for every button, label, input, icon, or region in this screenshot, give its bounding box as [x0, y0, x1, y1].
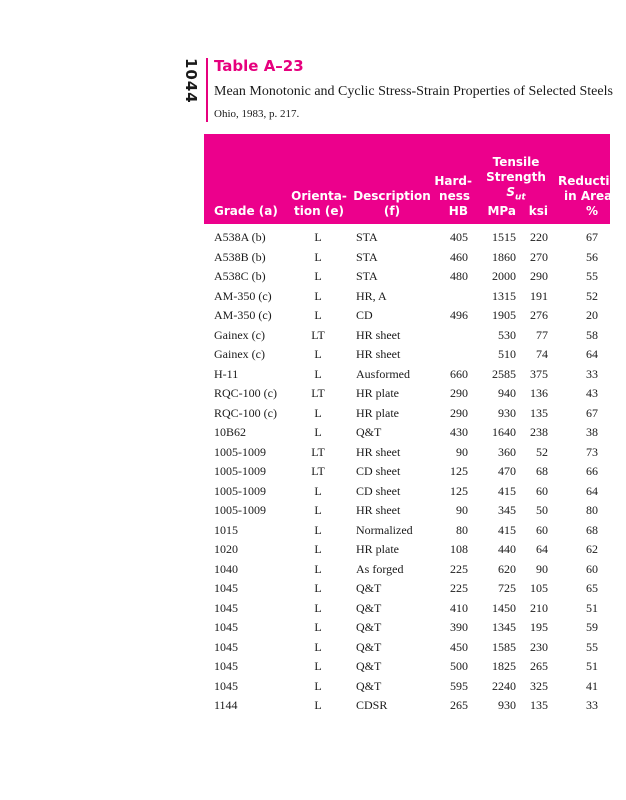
orientation-cell: L [314, 620, 322, 634]
table-row [204, 267, 610, 287]
hardness-cell: 265 [450, 698, 468, 712]
table-row [204, 287, 610, 307]
description-cell: CD sheet [356, 464, 401, 478]
reduction-cell: 43 [586, 386, 598, 400]
description-cell: Q&T [356, 600, 382, 615]
tensile-mpa-cell: 1345 [492, 620, 516, 634]
reduction-cell: 80 [586, 503, 598, 517]
orientation-cell: L [314, 678, 322, 693]
grade-cell: 1005-1009 [214, 444, 266, 459]
tensile-ksi-cell: 135 [530, 698, 548, 712]
tensile-mpa-cell: 415 [498, 522, 516, 537]
reduction-cell: 67 [586, 230, 598, 244]
reduction-cell: 38 [586, 425, 598, 439]
tensile-ksi-cell: 136 [530, 386, 548, 400]
reduction-cell: 56 [586, 249, 598, 264]
header-hardness-line2: ness [439, 189, 470, 203]
description-cell: HR, A [356, 288, 387, 303]
tensile-ksi-cell: 375 [530, 366, 548, 381]
description-cell: Q&T [356, 620, 382, 634]
tensile-ksi-cell: 230 [530, 639, 548, 654]
table-row [204, 365, 610, 385]
table-row [204, 696, 610, 716]
orientation-cell: L [314, 405, 322, 420]
hardness-cell: 80 [456, 522, 468, 537]
orientation-cell: LT [311, 386, 325, 400]
orientation-cell: L [314, 425, 322, 439]
reduction-cell: 55 [586, 269, 598, 283]
tensile-ksi-cell: 90 [536, 561, 548, 576]
table-row [204, 501, 610, 521]
hardness-cell: 410 [450, 600, 468, 615]
tensile-mpa-cell: 530 [498, 327, 516, 342]
orientation-cell: L [314, 308, 322, 322]
grade-cell: 1045 [214, 639, 238, 654]
header-hardness-line3: HB [448, 204, 468, 218]
table-row [204, 404, 610, 424]
reduction-cell: 52 [586, 288, 598, 303]
grade-cell: A538B (b) [214, 249, 266, 264]
description-cell: Normalized [356, 522, 413, 537]
hardness-cell: 108 [450, 542, 468, 556]
description-cell: Q&T [356, 639, 382, 654]
reduction-cell: 65 [586, 581, 598, 595]
tensile-mpa-cell: 360 [498, 444, 516, 459]
reduction-cell: 67 [586, 405, 598, 420]
tensile-mpa-cell: 1640 [492, 425, 516, 439]
description-cell: STA [356, 249, 378, 264]
table-row [204, 677, 610, 697]
tensile-ksi-cell: 191 [530, 288, 548, 303]
table-row [204, 423, 610, 443]
table-row [204, 228, 610, 248]
hardness-cell: 496 [450, 308, 468, 322]
table-row [204, 638, 610, 658]
table-row [204, 384, 610, 404]
description-cell: STA [356, 269, 378, 283]
hardness-cell: 390 [450, 620, 468, 634]
reduction-cell: 68 [586, 522, 598, 537]
reduction-cell: 20 [586, 308, 598, 322]
tensile-mpa-cell: 345 [498, 503, 516, 517]
tensile-mpa-cell: 940 [498, 386, 516, 400]
description-cell: HR sheet [356, 347, 401, 361]
tensile-ksi-cell: 265 [530, 659, 548, 673]
orientation-cell: L [314, 698, 322, 712]
grade-cell: 1005-1009 [214, 483, 266, 498]
table-row [204, 657, 610, 677]
grade-cell: 10B62 [214, 425, 247, 439]
orientation-cell: L [314, 522, 322, 537]
tensile-ksi-cell: 52 [536, 444, 548, 459]
reduction-cell: 66 [586, 464, 598, 478]
hardness-cell: 125 [450, 464, 468, 478]
tensile-ksi-cell: 325 [530, 678, 548, 693]
table-title: Table A–23 [214, 57, 304, 75]
orientation-cell: L [314, 483, 322, 498]
reduction-cell: 64 [586, 483, 598, 498]
orientation-cell: L [314, 288, 322, 303]
description-cell: HR sheet [356, 503, 401, 517]
tensile-mpa-cell: 510 [498, 347, 516, 361]
reduction-cell: 51 [586, 659, 598, 673]
hardness-cell: 480 [450, 269, 468, 283]
description-cell: Q&T [356, 425, 382, 439]
header-tensile-ksi: ksi [528, 204, 548, 218]
grade-cell: RQC-100 (c) [214, 405, 277, 420]
table-row [204, 618, 610, 638]
description-cell: CD [356, 308, 373, 322]
tensile-ksi-cell: 77 [536, 327, 548, 342]
reduction-cell: 64 [586, 347, 598, 361]
hardness-cell: 430 [450, 425, 468, 439]
table-row [204, 345, 610, 365]
grade-cell: AM-350 (c) [214, 308, 272, 322]
tensile-ksi-cell: 195 [530, 620, 548, 634]
tensile-mpa-cell: 1315 [492, 288, 516, 303]
table-row [204, 540, 610, 560]
description-cell: HR plate [356, 542, 399, 556]
tensile-ksi-cell: 276 [530, 308, 548, 322]
reduction-cell: 51 [586, 600, 598, 615]
table-row [204, 579, 610, 599]
header-description-line1: Description [353, 189, 431, 203]
tensile-mpa-cell: 470 [498, 464, 516, 478]
table-row [204, 521, 610, 541]
header-hardness-line1: Hard- [434, 174, 472, 188]
tensile-ksi-cell: 74 [536, 347, 548, 361]
table-body [204, 228, 610, 748]
header-reduction-line3: % [585, 204, 598, 218]
table-row [204, 599, 610, 619]
hardness-cell: 595 [450, 678, 468, 693]
tensile-ksi-cell: 60 [536, 522, 548, 537]
grade-cell: 1005-1009 [214, 464, 266, 478]
table-row [204, 326, 610, 346]
tensile-mpa-cell: 415 [498, 483, 516, 498]
table-row [204, 248, 610, 268]
hardness-cell: 290 [450, 405, 468, 420]
tensile-mpa-cell: 1825 [492, 659, 516, 673]
header-grade: Grade (a) [214, 204, 278, 218]
orientation-cell: L [314, 503, 322, 517]
tensile-mpa-cell: 930 [498, 405, 516, 420]
table-row [204, 306, 610, 326]
header-description-line2: (f) [383, 204, 401, 218]
orientation-cell: L [314, 230, 322, 244]
header-reduction-line2: in Area [564, 189, 613, 203]
header-tensile-line2: Strength [486, 170, 546, 184]
tensile-ksi-cell: 60 [536, 483, 548, 498]
tensile-ksi-cell: 220 [530, 230, 548, 244]
header-tensile-line1: Tensile [492, 155, 540, 169]
grade-cell: Gainex (c) [214, 347, 265, 361]
grade-cell: 1040 [214, 561, 238, 576]
tensile-mpa-cell: 1860 [492, 249, 516, 264]
tensile-ksi-cell: 290 [530, 269, 548, 283]
description-cell: HR plate [356, 386, 399, 400]
grade-cell: 1045 [214, 620, 238, 634]
reduction-cell: 33 [586, 366, 598, 381]
description-cell: As forged [356, 561, 404, 576]
hardness-cell: 225 [450, 581, 468, 595]
tensile-ksi-cell: 210 [530, 600, 548, 615]
hardness-cell: 90 [456, 503, 468, 517]
tensile-mpa-cell: 440 [498, 542, 516, 556]
tensile-mpa-cell: 1450 [492, 600, 516, 615]
tensile-ksi-cell: 238 [530, 425, 548, 439]
description-cell: CD sheet [356, 483, 401, 498]
orientation-cell: LT [311, 464, 325, 478]
tensile-mpa-cell: 1585 [492, 639, 516, 654]
grade-cell: RQC-100 (c) [214, 386, 277, 400]
description-cell: HR plate [356, 405, 399, 420]
grade-cell: A538C (b) [214, 269, 266, 283]
grade-cell: 1045 [214, 581, 238, 595]
table-caption: Mean Monotonic and Cyclic Stress-Strain Properties of Selected Steels [214, 84, 613, 99]
reduction-cell: 41 [586, 678, 598, 693]
hardness-cell: 290 [450, 386, 468, 400]
orientation-cell: L [314, 659, 322, 673]
orientation-cell: L [314, 639, 322, 654]
description-cell: Q&T [356, 659, 382, 673]
hardness-cell: 450 [450, 639, 468, 654]
table-row [204, 462, 610, 482]
grade-cell: A538A (b) [214, 230, 266, 244]
table-source: Ohio, 1983, p. 217. [214, 108, 300, 120]
header-reduction-line1: Reduction [558, 174, 626, 188]
header-tensile-mpa: MPa [487, 204, 516, 218]
grade-cell: AM-350 (c) [214, 288, 272, 303]
tensile-mpa-cell: 2585 [492, 366, 516, 381]
header-orientation-line2: tion (e) [294, 204, 344, 218]
orientation-cell: L [314, 347, 322, 361]
orientation-cell: L [314, 561, 322, 576]
hardness-cell: 405 [450, 230, 468, 244]
description-cell: HR sheet [356, 327, 401, 342]
reduction-cell: 60 [586, 561, 598, 576]
tensile-ksi-cell: 270 [530, 249, 548, 264]
tensile-ksi-cell: 68 [536, 464, 548, 478]
grade-cell: 1015 [214, 522, 238, 537]
table-row [204, 560, 610, 580]
header-orientation-line1: Orienta- [291, 189, 347, 203]
reduction-cell: 55 [586, 639, 598, 654]
description-cell: CDSR [356, 698, 388, 712]
tensile-ksi-cell: 105 [530, 581, 548, 595]
reduction-cell: 62 [586, 542, 598, 556]
grade-cell: 1045 [214, 659, 238, 673]
hardness-cell: 125 [450, 483, 468, 498]
description-cell: Ausformed [356, 366, 410, 381]
tensile-mpa-cell: 2240 [492, 678, 516, 693]
table-header [204, 134, 626, 224]
hardness-cell: 660 [450, 366, 468, 381]
orientation-cell: L [314, 269, 322, 283]
grade-cell: 1005-1009 [214, 503, 266, 517]
table-row [204, 443, 610, 463]
tensile-ksi-cell: 135 [530, 405, 548, 420]
orientation-cell: L [314, 249, 322, 264]
description-cell: Q&T [356, 678, 382, 693]
page-number: 1044 [182, 58, 200, 104]
description-cell: Q&T [356, 581, 382, 595]
reduction-cell: 58 [586, 327, 598, 342]
description-cell: STA [356, 230, 378, 244]
orientation-cell: LT [311, 327, 325, 342]
hardness-cell: 500 [450, 659, 468, 673]
reduction-cell: 59 [586, 620, 598, 634]
tensile-mpa-cell: 2000 [492, 269, 516, 283]
tensile-mpa-cell: 620 [498, 561, 516, 576]
hardness-cell: 460 [450, 249, 468, 264]
grade-cell: Gainex (c) [214, 327, 265, 342]
grade-cell: 1144 [214, 698, 238, 712]
grade-cell: 1045 [214, 678, 238, 693]
hardness-cell: 90 [456, 444, 468, 459]
tensile-mpa-cell: 725 [498, 581, 516, 595]
table-row [204, 482, 610, 502]
orientation-cell: L [314, 581, 322, 595]
orientation-cell: L [314, 366, 322, 381]
grade-cell: H-11 [214, 366, 239, 381]
tensile-mpa-cell: 930 [498, 698, 516, 712]
orientation-cell: L [314, 600, 322, 615]
tensile-ksi-cell: 64 [536, 542, 548, 556]
tensile-mpa-cell: 1515 [492, 230, 516, 244]
header-tensile-symbol: $S_{ut}$ [506, 185, 526, 203]
reduction-cell: 73 [586, 444, 598, 459]
tensile-mpa-cell: 1905 [492, 308, 516, 322]
tensile-ksi-cell: 50 [536, 503, 548, 517]
orientation-cell: LT [311, 444, 325, 459]
grade-cell: 1020 [214, 542, 238, 556]
grade-cell: 1045 [214, 600, 238, 615]
title-rule [206, 58, 208, 122]
orientation-cell: L [314, 542, 322, 556]
description-cell: HR sheet [356, 444, 401, 459]
hardness-cell: 225 [450, 561, 468, 576]
reduction-cell: 33 [586, 698, 598, 712]
